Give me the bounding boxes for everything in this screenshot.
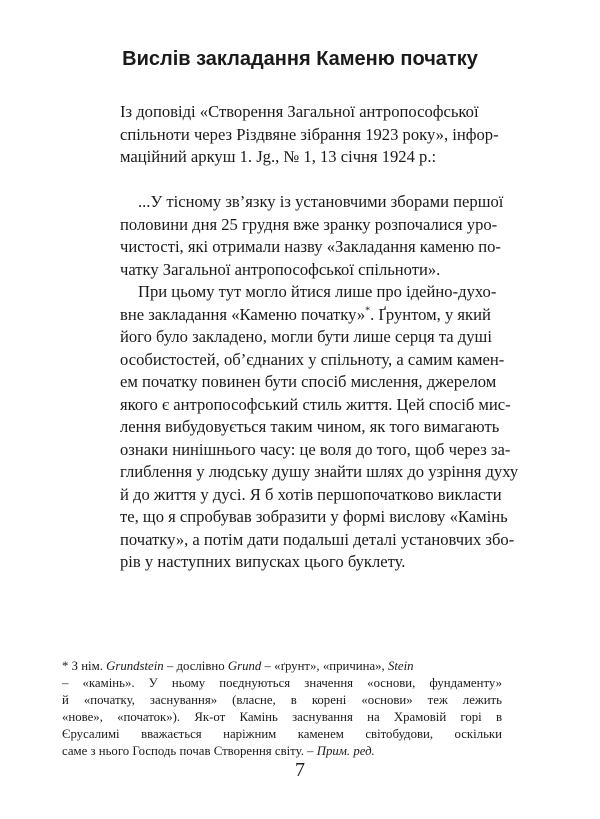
quote-paragraph — [120, 191, 504, 281]
text-line-end: . Ґрунтом, у який — [370, 304, 491, 324]
text-line: початку», а потім дати подальші деталі установчих збо- — [120, 529, 515, 549]
text-line: ознаки нинішнього часу: це воля до того, щоб через за- — [120, 439, 511, 459]
text-line: маційний аркуш 1. Jg., № 1, 13 січня 1924 р.: — [120, 147, 437, 166]
footnote-text: – «ґрунт», «причина», — [261, 659, 388, 673]
text-line: його було закладено, могли бути лише серця та душі — [120, 327, 492, 346]
text-line — [120, 304, 491, 327]
footnote-line: Єрусалимі вважається наріжним каменем світобудови, оскільки — [62, 727, 502, 741]
footnote-line — [62, 743, 502, 760]
text-line-start: вне закладання «Каменю початку» — [120, 304, 366, 324]
footnote — [62, 658, 502, 760]
footnote-line: й «початку, заснування» (власне, в корені «основи» теж лежить — [62, 693, 502, 707]
intro-paragraph — [120, 101, 499, 169]
footnote-term: Stein — [387, 659, 414, 673]
text-line: лення вибудовується таким чином, як того вимагають — [120, 417, 500, 436]
footnote-text: * З нім. — [62, 659, 107, 673]
text-line: те, що я спробував зобразити у формі вислову «Камінь — [120, 507, 508, 526]
footnote-marker: * — [365, 304, 371, 316]
text-line: спільноти через Різдвяне зібрання 1923 року», інфор- — [120, 124, 499, 144]
text-line: чистості, які отримали назву «Закладання каменю по- — [120, 237, 501, 256]
text-line: Із доповіді «Створення Загальної антропософської — [120, 102, 479, 121]
text-line: якого є антропософський стиль життя. Цей спосіб мис- — [120, 394, 511, 414]
text-line: особистостей, об’єднаних у спільноту, а самим камен- — [120, 349, 505, 369]
footnote-text: саме з нього Господь почав Створення світу. – — [62, 744, 317, 758]
text-line: половини дня 25 грудня вже зранку розпочалися уро- — [120, 214, 498, 234]
page-title: Вислів закладання Каменю початку — [122, 48, 478, 70]
footnote-line: «нове», «початок»). Як-от Камінь заснування на Храмовій горі в — [62, 710, 502, 724]
text-line: й до життя у дусі. Я б хотів першопочатково викласти — [120, 484, 502, 504]
text-line: При цьому тут могло йтися лише про ідейно-духо- — [138, 282, 497, 301]
text-line: рів у наступних випусках цього буклету. — [120, 552, 406, 571]
page-number: 7 — [295, 759, 305, 781]
text-line: ...У тісному зв’язку із установчими зборами першої — [138, 192, 504, 211]
footnote-text: – дослівно — [163, 659, 228, 673]
text-line: глиблення у людську душу знайти шлях до узріння духу — [120, 462, 519, 481]
main-paragraph — [120, 281, 519, 574]
footnote-line: – «камінь». У ньому поєднуються значення «основи, фундаменту» — [62, 676, 502, 690]
footnote-term: Grundstein — [106, 659, 164, 673]
footnote-editor-note: Прим. ред. — [316, 744, 375, 758]
footnote-term: Grund — [227, 659, 262, 673]
text-line: ем початку повинен бути спосіб мислення, джерелом — [120, 372, 497, 391]
footnote-line — [62, 658, 502, 675]
text-line: чатку Загальної антропософської спільноти». — [120, 259, 441, 279]
